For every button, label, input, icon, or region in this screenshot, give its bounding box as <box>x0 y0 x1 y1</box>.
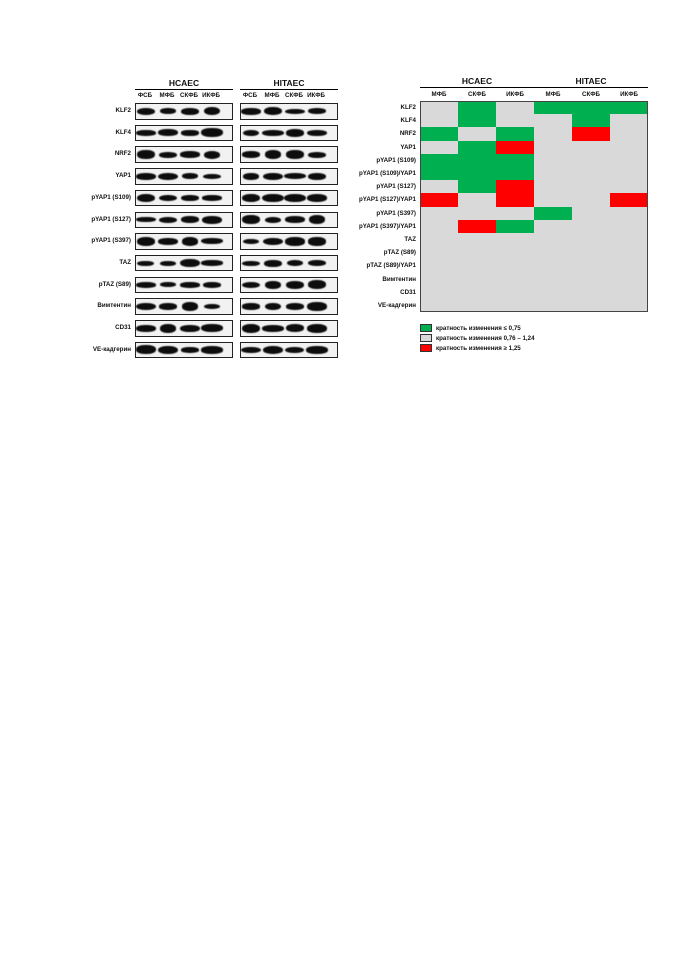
blot-strip <box>135 320 233 337</box>
blot-band <box>265 281 281 289</box>
blot-condition-label: МФБ <box>159 92 175 99</box>
legend-label: кратность изменения 0,76 – 1,24 <box>436 334 535 342</box>
blot-band <box>182 237 199 245</box>
blot-band <box>308 260 325 266</box>
blot-strip <box>135 103 233 120</box>
blot-row-label: NRF2 <box>114 150 131 158</box>
blot-band <box>204 304 220 309</box>
blot-row-label: pYAP1 (S397) <box>91 237 131 245</box>
blot-row-label: TAZ <box>119 258 131 266</box>
blot-group-title: HCAEC <box>168 78 200 88</box>
blot-strip <box>135 212 233 229</box>
blot-row-label: VE-кадгерин <box>92 345 131 353</box>
blot-band <box>137 194 156 202</box>
blot-condition-label: СКФБ <box>180 92 198 99</box>
blot-strip <box>240 342 338 359</box>
blot-band <box>307 324 328 333</box>
heatmap-row-label: KLF4 <box>400 117 416 125</box>
blot-band <box>306 346 327 354</box>
blot-band <box>308 108 327 114</box>
blot-band <box>307 194 327 202</box>
blot-band <box>204 107 220 116</box>
blot-condition-label: МФБ <box>264 92 280 99</box>
blot-band <box>243 173 259 180</box>
blot-band <box>263 238 283 246</box>
blot-band <box>181 347 200 352</box>
blot-band <box>307 302 326 311</box>
blot-band <box>203 174 222 179</box>
blot-band <box>201 128 223 137</box>
heatmap-row-label: CD31 <box>400 288 416 296</box>
blot-condition-label: ФСБ <box>242 92 258 99</box>
blot-band <box>201 238 222 244</box>
heatmap-row-label: Вимтентин <box>382 275 416 283</box>
blot-strip <box>135 255 233 272</box>
blot-band <box>201 346 223 353</box>
heatmap-row-label: pTAZ (S89)/YAP1 <box>366 262 416 270</box>
heatmap-row-label: pYAP1 (S397) <box>376 209 416 217</box>
blot-band <box>263 173 283 181</box>
heatmap-row-label: pYAP1 (S397)/YAP1 <box>359 222 416 230</box>
blot-band <box>136 325 155 332</box>
legend-swatch <box>420 344 432 352</box>
blot-band <box>308 237 325 245</box>
heatmap-row-label: YAP1 <box>400 143 416 151</box>
blot-strip <box>240 320 338 337</box>
blot-band <box>137 237 156 245</box>
heatmap-group-underline <box>534 87 648 88</box>
blot-band <box>264 260 282 267</box>
blot-band <box>265 217 281 223</box>
blot-band <box>201 260 222 266</box>
blot-band <box>286 281 305 289</box>
heatmap-condition-label: МФБ <box>545 91 561 98</box>
blot-band <box>265 303 281 310</box>
blot-band <box>136 217 155 222</box>
blot-band <box>309 215 326 224</box>
heatmap-group-underline <box>420 87 534 88</box>
blot-band <box>285 216 305 223</box>
heatmap-group-title: HITAEC <box>575 76 607 86</box>
blot-band <box>242 215 260 224</box>
blot-band <box>202 195 222 201</box>
blot-band <box>159 217 177 223</box>
heatmap-condition-label: МФБ <box>431 91 447 98</box>
blot-band <box>264 107 282 115</box>
blot-band <box>158 238 178 245</box>
blot-band <box>160 261 176 266</box>
blot-band <box>308 152 327 158</box>
blot-band <box>182 173 199 179</box>
blot-row-label: Вимтентин <box>97 302 131 310</box>
heatmap-row-label: pYAP1 (S109)/YAP1 <box>359 170 416 177</box>
heatmap-condition-label: СКФБ <box>582 91 600 98</box>
heatmap-row-label: pYAP1 (S109) <box>376 156 416 164</box>
blot-band <box>262 194 283 203</box>
blot-band <box>286 324 305 332</box>
blot-band <box>136 303 156 311</box>
blot-band <box>158 346 178 354</box>
blot-band <box>265 150 281 159</box>
blot-row-label: pYAP1 (S127) <box>91 215 131 223</box>
legend-swatch <box>420 324 432 332</box>
blot-condition-label: ИКФБ <box>202 92 220 99</box>
blot-group-title: HITAEC <box>273 78 305 88</box>
blot-band <box>286 129 305 136</box>
blot-group-underline <box>135 89 233 90</box>
blot-band <box>287 260 303 266</box>
blot-strip <box>240 233 338 250</box>
blot-row-label: pTAZ (S89) <box>98 280 131 288</box>
blot-band <box>307 130 327 136</box>
heatmap-condition-label: ИКФБ <box>506 91 524 98</box>
blot-strip <box>240 168 338 185</box>
blot-strip <box>240 298 338 315</box>
blot-band <box>181 108 200 115</box>
blot-band <box>308 280 326 289</box>
blot-group-underline <box>240 89 338 90</box>
blot-condition-label: ФСБ <box>137 92 153 99</box>
heatmap-row-label: pYAP1 (S127)/YAP1 <box>359 196 416 204</box>
blot-strip <box>135 125 233 142</box>
heatmap-row-label: pTAZ (S89) <box>383 249 416 257</box>
blot-band <box>286 303 305 310</box>
blot-band <box>242 261 261 266</box>
blot-band <box>262 325 283 332</box>
blot-band <box>241 347 261 354</box>
blot-band <box>241 108 261 115</box>
blot-band <box>242 194 260 202</box>
blot-strip <box>135 277 233 294</box>
blot-band <box>203 282 221 287</box>
blot-band <box>136 282 157 288</box>
blot-strip <box>240 212 338 229</box>
blot-band <box>159 195 178 202</box>
blot-band <box>159 152 178 158</box>
blot-strip <box>240 146 338 163</box>
blot-band <box>181 216 198 223</box>
blot-band <box>263 346 284 354</box>
heatmap-row-label: NRF2 <box>399 130 416 138</box>
blot-band <box>158 129 177 136</box>
blot-band <box>136 130 156 136</box>
blot-band <box>180 151 199 157</box>
blot-band <box>180 282 200 287</box>
blot-band <box>137 108 156 115</box>
heatmap-border <box>420 101 648 312</box>
blot-condition-label: ИКФБ <box>307 92 325 99</box>
blot-band <box>204 151 221 159</box>
blot-row-label: KLF4 <box>115 128 131 136</box>
heatmap-condition-label: СКФБ <box>468 91 486 98</box>
blot-band <box>243 130 260 137</box>
heatmap-group-title: HCAEC <box>461 76 493 86</box>
blot-band <box>242 303 259 309</box>
legend-label: кратность изменения ≥ 1,25 <box>436 344 521 352</box>
blot-band <box>160 324 177 333</box>
blot-strip <box>240 125 338 142</box>
blot-band <box>159 303 177 309</box>
blot-band <box>160 282 177 287</box>
blot-band <box>286 150 303 159</box>
legend-label: кратность изменения ≤ 0,75 <box>436 324 521 332</box>
blot-band <box>242 151 260 157</box>
blot-band <box>308 173 327 180</box>
blot-band <box>136 345 155 354</box>
blot-band <box>285 237 305 245</box>
heatmap-row-label: TAZ <box>404 236 416 243</box>
blot-band <box>243 239 259 245</box>
blot-strip <box>135 233 233 250</box>
legend-swatch <box>420 334 432 342</box>
blot-row-label: pYAP1 (S109) <box>91 193 131 201</box>
blot-band <box>180 259 199 267</box>
blot-row-label: CD31 <box>115 324 131 331</box>
heatmap-row-label: pYAP1 (S127) <box>376 183 416 191</box>
blot-row-label: KLF2 <box>115 107 131 114</box>
blot-band <box>284 194 306 202</box>
blot-band <box>182 302 198 311</box>
blot-strip <box>135 146 233 163</box>
blot-band <box>180 325 200 332</box>
blot-band <box>284 173 306 179</box>
blot-band <box>242 282 261 289</box>
blot-strip <box>135 190 233 207</box>
blot-band <box>181 195 199 201</box>
blot-band <box>242 324 261 333</box>
blot-band <box>285 347 304 354</box>
blot-strip <box>135 168 233 185</box>
blot-band <box>262 130 284 136</box>
blot-band <box>137 261 154 266</box>
blot-band <box>201 324 222 332</box>
blot-condition-label: СКФБ <box>285 92 303 99</box>
heatmap-condition-label: ИКФБ <box>620 91 638 98</box>
blot-band <box>181 130 198 135</box>
blot-strip <box>240 190 338 207</box>
blot-strip <box>240 277 338 294</box>
blot-band <box>158 173 179 181</box>
blot-band <box>285 109 305 114</box>
blot-strip <box>240 103 338 120</box>
blot-strip <box>240 255 338 272</box>
heatmap-row-label: VE-кадгерин <box>377 302 416 309</box>
blot-band <box>137 150 154 159</box>
blot-band <box>160 108 177 114</box>
blot-band <box>202 216 222 224</box>
heatmap-row-label: KLF2 <box>400 104 416 111</box>
blot-strip <box>135 298 233 315</box>
blot-row-label: YAP1 <box>115 172 131 180</box>
blot-strip <box>135 342 233 359</box>
blot-band <box>136 173 156 180</box>
